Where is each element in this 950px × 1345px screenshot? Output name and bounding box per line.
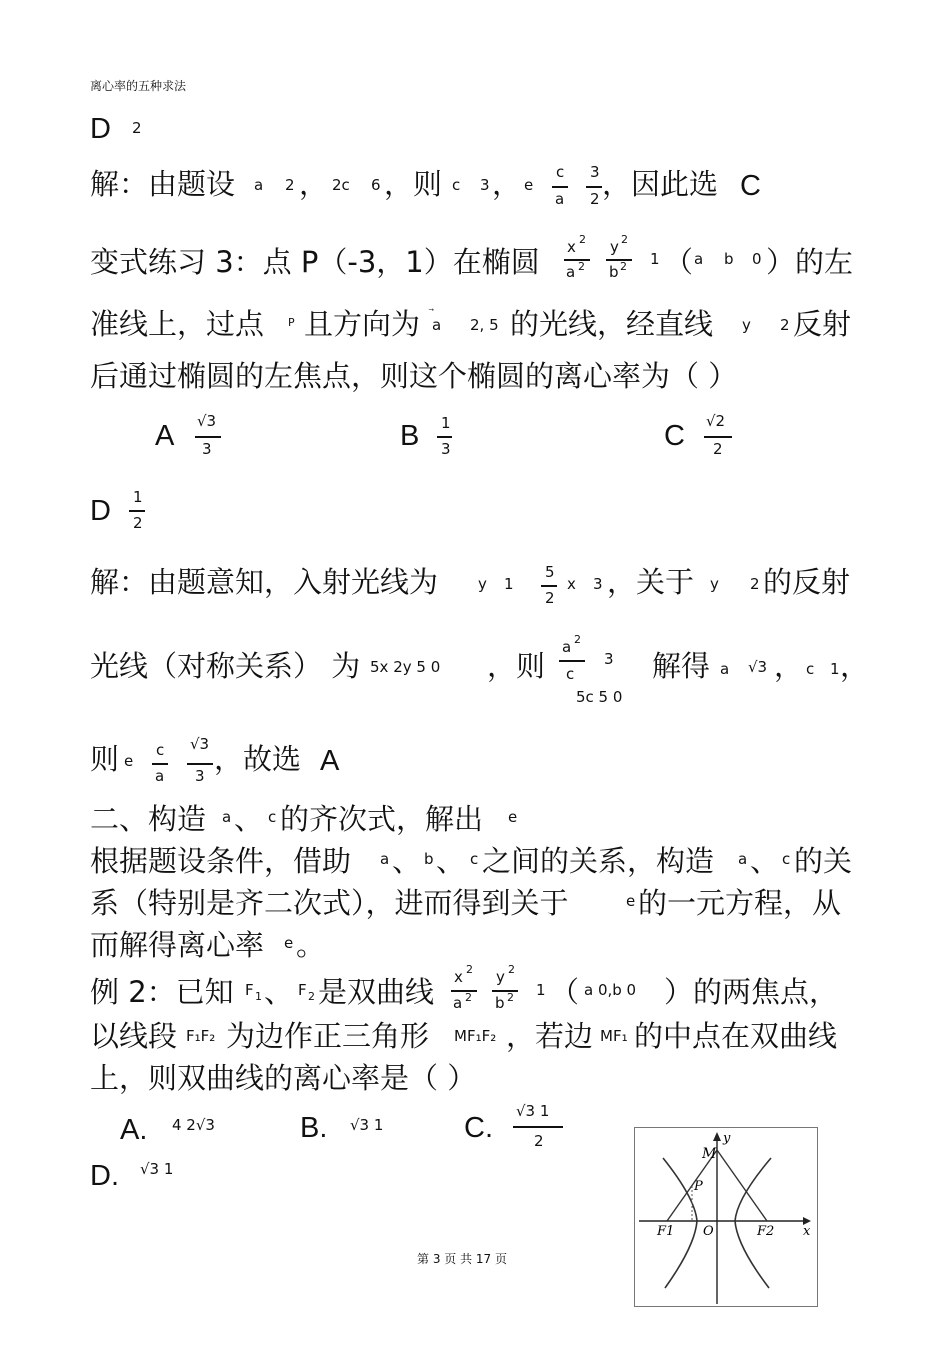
ex2-option-b-label: B. — [300, 1112, 328, 1144]
sec2-pe: e — [626, 892, 636, 910]
hyperbola-diagram — [635, 1128, 817, 1306]
sol1-ze: ，则 — [384, 167, 443, 201]
sol2-a: a — [720, 660, 730, 678]
option-d-value: 2 — [132, 119, 142, 137]
sol2-y: y — [478, 575, 487, 593]
ex2-F2-sub: 2 — [308, 990, 315, 1003]
sol1-frac-c: c — [556, 163, 565, 181]
v3-line-y-val: 2 — [780, 316, 790, 334]
v3-line-2b: 且方向为 — [304, 307, 421, 341]
sol2-fs3: √3 — [190, 735, 210, 753]
sec2-a: a — [222, 808, 232, 826]
sol2-equation: 5x 2y 5 0 — [370, 658, 441, 676]
sec2-s3: 、 — [750, 844, 780, 878]
ex2-line-2c: ，若边 — [506, 1019, 594, 1053]
sec2-c: c — [268, 808, 277, 826]
ex2-line-1b: 是双曲线 — [318, 975, 435, 1009]
sec2-p1c: 的关 — [794, 844, 853, 878]
fraction-bar — [606, 259, 632, 261]
ex2-line-1c: ）的两焦点， — [664, 975, 839, 1009]
sol2-a2: a — [562, 638, 572, 656]
ex2-option-c-label: C. — [464, 1112, 493, 1144]
sol2-fc: c — [156, 741, 165, 759]
ex2-one: 1 — [536, 981, 546, 999]
v3-one: 1 — [650, 250, 660, 268]
sol2-line-1b: ，关于 — [607, 565, 695, 599]
sec2-pa: a — [380, 850, 390, 868]
label-p: P — [694, 1179, 703, 1194]
sec2-pb: b — [424, 850, 434, 868]
v3-line-3: 后通过椭圆的左焦点，则这个椭圆的离心率为（ ） — [90, 359, 738, 393]
sol2-one: 1 — [504, 575, 514, 593]
sol2-one2: 1 — [830, 660, 840, 678]
option-a-label: A — [155, 420, 175, 452]
v3-x-sup: 2 — [579, 233, 586, 246]
label-o: O — [703, 1224, 714, 1239]
ex2-line-3: 上，则双曲线的离心率是（ ） — [90, 1061, 477, 1095]
sol2-comma2: ， — [840, 649, 870, 683]
fraction-bar — [586, 186, 602, 188]
sol2-three2: 3 — [604, 650, 614, 668]
fraction-bar — [552, 186, 568, 188]
fraction-bar — [129, 510, 145, 512]
label-f2: F2 — [757, 1224, 775, 1239]
solution-1-prefix: 解：由题设 — [90, 167, 236, 201]
sol1-e: e — [524, 176, 534, 194]
sol2-three: 3 — [593, 575, 603, 593]
sol2-sqrt3: √3 — [748, 658, 768, 676]
option-d-num: 1 — [133, 488, 143, 506]
v3-vec-a: a — [432, 316, 442, 334]
ex2-line-2a: 以线段 — [90, 1019, 178, 1053]
sol1-six: 6 — [371, 176, 381, 194]
sol1-two: 2 — [285, 176, 295, 194]
sec2-title-b: 的齐次式，解出 — [280, 802, 484, 836]
sec2-s2: 、 — [436, 844, 466, 878]
fraction-bar — [451, 990, 477, 992]
sol1-comma1: ， — [299, 167, 329, 201]
option-d-label: D — [90, 495, 111, 527]
label-x: x — [803, 1224, 811, 1239]
sol2-comma: ， — [774, 649, 804, 683]
v3-ia: a — [694, 250, 704, 268]
sol1-answer: C — [740, 170, 761, 202]
sol2-f2: 2 — [545, 589, 555, 607]
ex2-line-2b: 为边作正三角形 — [226, 1019, 430, 1053]
sol2-e: e — [124, 752, 134, 770]
v3-line-2c: 的光线，经直线 — [510, 307, 714, 341]
v3-a: a — [566, 263, 576, 281]
sec2-e: e — [508, 808, 518, 826]
v3-ib: b — [724, 250, 734, 268]
v3-point-p: P — [288, 316, 295, 329]
label-f1: F1 — [657, 1224, 675, 1239]
sec2-pc: c — [470, 850, 479, 868]
v3-line-2d: 反射 — [793, 307, 852, 341]
variant-3-line-1: 变式练习 3：点 P（-3，1）在椭圆 — [90, 245, 540, 279]
option-b-num: 1 — [441, 414, 451, 432]
sec2-p3b: 。 — [296, 928, 326, 962]
ex2-a-sup: 2 — [465, 991, 472, 1004]
ex2-F1: F — [245, 981, 254, 999]
option-d-den: 2 — [133, 514, 143, 532]
fraction-bar — [564, 259, 590, 261]
v3-line-2a: 准线上，过点 — [90, 307, 265, 341]
ex2-x-sup: 2 — [466, 963, 473, 976]
sol2-line-2b: ，则 — [487, 649, 546, 683]
sec2-sep: 、 — [234, 802, 264, 836]
y-axis-arrow-icon — [713, 1132, 721, 1141]
sol1-a: a — [254, 176, 264, 194]
sol2-fa: a — [155, 767, 165, 785]
sol2-f3: 3 — [195, 767, 205, 785]
fraction-bar — [513, 1126, 563, 1128]
ex2-sep: 、 — [264, 975, 294, 1009]
v3-vec-val: 2, 5 — [470, 316, 499, 334]
sol2-f5: 5 — [545, 563, 555, 581]
ex2-F1-sub: 1 — [255, 990, 262, 1003]
ex2-cond: a 0,b 0 — [584, 981, 637, 999]
sol1-three: 3 — [480, 176, 490, 194]
sol2-line-2a: 光线（对称关系） 为 — [90, 649, 361, 683]
v3-b: b — [609, 263, 619, 281]
sec2-p2a: 系（特别是齐二次式），进而得到关于 — [90, 886, 569, 920]
ex2-option-c-den: 2 — [534, 1132, 544, 1150]
fraction-bar — [541, 585, 557, 587]
label-m: M — [702, 1146, 717, 1162]
ex2-F1F2: F₁F₂ — [186, 1027, 216, 1045]
sol2-c: c — [566, 665, 575, 683]
fraction-bar — [559, 660, 585, 662]
ex2-option-d-label: D. — [90, 1160, 119, 1192]
fraction-bar — [437, 436, 452, 438]
sol1-suffix: ，因此选 — [602, 167, 719, 201]
ex2-b-sup: 2 — [507, 991, 514, 1004]
sol2-x: x — [567, 575, 576, 593]
hyperbola-figure — [634, 1127, 818, 1307]
option-b-label: B — [400, 420, 420, 452]
ex2-line-2d: 的中点在双曲线 — [634, 1019, 838, 1053]
right-branch — [735, 1158, 771, 1288]
ex2-F2: F — [298, 981, 307, 999]
sol1-frac-3: 3 — [590, 163, 600, 181]
sol2-equation-2: 5c 5 0 — [576, 688, 623, 706]
option-c-den: 2 — [713, 440, 723, 458]
v3-x: x — [567, 238, 576, 256]
sol2-line-1a: 解：由题意知，入射光线为 — [90, 565, 439, 599]
ex2-option-a-value: 4 2√3 — [172, 1116, 215, 1134]
option-c-label: C — [664, 420, 685, 452]
label-y: y — [723, 1131, 731, 1146]
sol2-a2-sup: 2 — [574, 633, 581, 646]
ex2-MF1F2: MF₁F₂ — [454, 1027, 497, 1045]
option-a-den: 3 — [202, 440, 212, 458]
sec2-p1b: 之间的关系，构造 — [482, 844, 715, 878]
sol1-frac-a: a — [555, 190, 565, 208]
sol2-line-2c: 解得 — [652, 649, 711, 683]
sol2-line-3a: 则 — [90, 742, 120, 776]
sol1-c: c — [452, 176, 461, 194]
option-a-num: √3 — [197, 412, 217, 430]
sol2-c1: c — [806, 660, 815, 678]
v3-b-sup: 2 — [620, 260, 627, 273]
fraction-bar — [492, 990, 518, 992]
example-2-line-1: 例 2：已知 — [90, 975, 234, 1009]
ex2-x: x — [454, 968, 463, 986]
sec2-p2b: 的一元方程，从 — [638, 886, 842, 920]
segment-mf2 — [717, 1150, 767, 1221]
v3-izero: 0 — [752, 250, 762, 268]
ex2-paren: （ — [550, 975, 580, 1009]
v3-a-sup: 2 — [578, 260, 585, 273]
fraction-bar — [704, 436, 732, 438]
sol2-line-3b: ，故选 — [214, 742, 302, 776]
sol2-line-1c: 的反射 — [763, 565, 851, 599]
sol1-comma2: ， — [492, 167, 522, 201]
section-2-title: 二、构造 — [90, 802, 207, 836]
sec2-p3a: 而解得离心率 — [90, 928, 265, 962]
page-footer: 第 3 页 共 17 页 — [417, 1252, 507, 1266]
ex2-a: a — [453, 994, 463, 1012]
v3-y-sup: 2 — [621, 233, 628, 246]
sol2-two: 2 — [750, 575, 760, 593]
v3-paren-r: ）的左 — [766, 245, 854, 279]
sol2-answer: A — [320, 745, 340, 777]
ex2-b: b — [495, 994, 505, 1012]
sec2-pc2: c — [782, 850, 791, 868]
ex2-option-b-value: √3 1 — [350, 1116, 384, 1134]
left-branch — [663, 1158, 697, 1288]
sec2-pa2: a — [738, 850, 748, 868]
ex2-y-sup: 2 — [508, 963, 515, 976]
ex2-MF1: MF₁ — [600, 1027, 628, 1045]
page-header: 离心率的五种求法 — [90, 79, 187, 93]
option-b-den: 3 — [441, 440, 451, 458]
fraction-bar — [152, 763, 168, 765]
fraction-bar — [195, 436, 221, 438]
sol2-y2: y — [710, 575, 719, 593]
option-c-num: √2 — [706, 412, 726, 430]
sol1-2c: 2c — [332, 176, 350, 194]
v3-line-y: y — [742, 316, 751, 334]
v3-y: y — [610, 238, 619, 256]
ex2-y: y — [496, 968, 505, 986]
sec2-p1a: 根据题设条件，借助 — [90, 844, 352, 878]
ex2-option-d-value: √3 1 — [140, 1160, 174, 1178]
v3-paren-l: （ — [664, 245, 694, 279]
sol1-frac-2: 2 — [590, 190, 600, 208]
option-d-label: D — [90, 113, 111, 145]
ex2-option-a-label: A. — [120, 1114, 148, 1146]
sec2-s1: 、 — [392, 844, 422, 878]
fraction-bar — [187, 763, 213, 765]
ex2-option-c-num: √3 1 — [516, 1102, 550, 1120]
sec2-pe2: e — [284, 934, 294, 952]
